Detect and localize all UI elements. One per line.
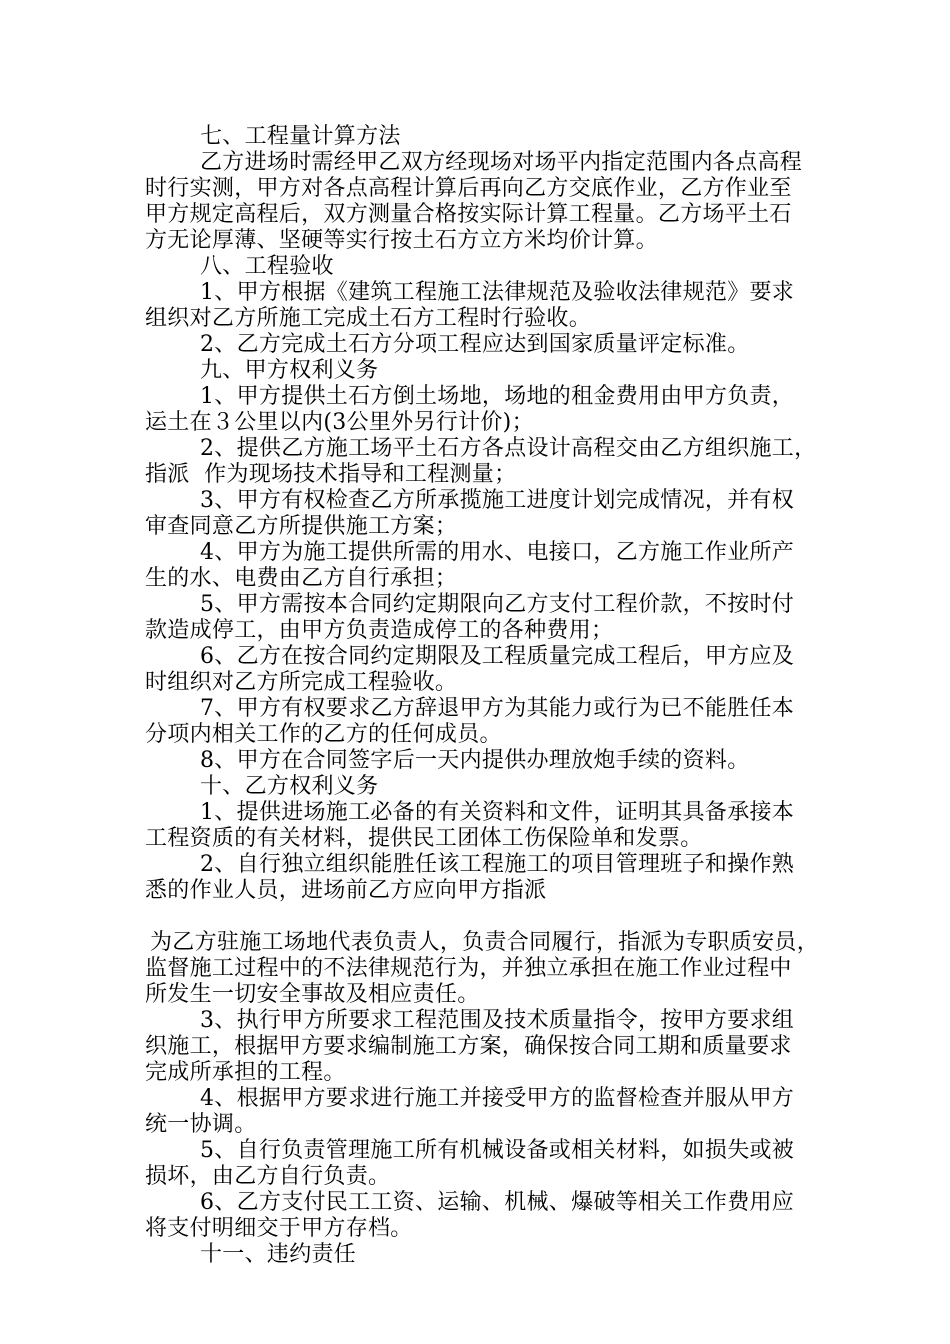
paragraph-line: 5、自行负责管理施工所有机械设备或相关材料，如损失或被 [200, 1138, 795, 1163]
paragraph-line: 2、提供乙方施工场平土石方各点设计高程交由乙方组织施工， [200, 436, 817, 461]
section-heading-7: 七、工程量计算方法 [200, 124, 401, 149]
paragraph-line: 5、甲方需按本合同约定期限向乙方支付工程价款，不按时付 [200, 592, 795, 617]
paragraph-line: 6、乙方支付民工工资、运输、机械、爆破等相关工作费用应 [200, 1190, 795, 1215]
paragraph-line: 3、甲方有权检查乙方所承揽施工进度计划完成情况，并有权 [200, 488, 795, 513]
paragraph-line: 8、甲方在合同签字后一天内提供办理放炮手续的资料。 [200, 748, 750, 773]
paragraph-line: 时组织对乙方所完成工程验收。 [145, 670, 458, 695]
paragraph-line: 统一协调。 [145, 1112, 257, 1137]
paragraph-line: 7、甲方有权要求乙方辞退甲方为其能力或行为已不能胜任本 [200, 696, 795, 721]
section-heading-11: 十一、违约责任 [200, 1242, 357, 1267]
paragraph-line: 1、提供进场施工必备的有关资料和文件，证明其具备承接本 [200, 800, 795, 825]
paragraph-line: 组织对乙方所施工完成土石方工程时行验收。 [145, 306, 592, 331]
paragraph-line: 悉的作业人员，进场前乙方应向甲方指派 [145, 878, 547, 903]
paragraph-line: 款造成停工，由甲方负责造成停工的各种费用； [145, 618, 614, 643]
paragraph-line: 运土在３公里以内(3公里外另行计价)； [145, 410, 534, 435]
paragraph-line: 损坏，由乙方自行负责。 [145, 1164, 391, 1189]
paragraph-line: 4、根据甲方要求进行施工并接受甲方的监督检查并服从甲方 [200, 1086, 795, 1111]
paragraph-line: 工程资质的有关材料，提供民工团体工伤保险单和发票。 [145, 826, 703, 851]
paragraph-line: 分项内相关工作的乙方的任何成员。 [145, 722, 502, 747]
paragraph-line: 甲方规定高程后，双方测量合格按实际计算工程量。乙方场平土石 [145, 202, 792, 227]
paragraph-line: 1、甲方提供土石方倒土场地，场地的租金费用由甲方负责， [200, 384, 795, 409]
paragraph-line: 织施工，根据甲方要求编制施工方案，确保按合同工期和质量要求 [145, 1034, 792, 1059]
paragraph-line: 监督施工过程中的不法律规范行为，并独立承担在施工作业过程中 [145, 956, 792, 981]
paragraph-line: 方无论厚薄、坚硬等实行按土石方立方米均价计算。 [145, 228, 658, 253]
paragraph-line: 生的水、电费由乙方自行承担； [145, 566, 458, 591]
paragraph-line: 完成所承担的工程。 [145, 1060, 346, 1085]
paragraph-line: 指派 作为现场技术指导和工程测量； [145, 462, 517, 487]
paragraph-line: 为乙方驻施工场地代表负责人，负责合同履行，指派为专职质安员， [150, 930, 820, 955]
paragraph-line: 2、自行独立组织能胜任该工程施工的项目管理班子和操作熟 [200, 852, 795, 877]
section-heading-9: 九、甲方权利义务 [200, 358, 379, 383]
paragraph-line: 乙方进场时需经甲乙双方经现场对场平内指定范围内各点高程 [200, 150, 803, 175]
paragraph-line: 1、甲方根据《建筑工程施工法律规范及验收法律规范》要求 [200, 280, 795, 305]
paragraph-line: 将支付明细交于甲方存档。 [145, 1216, 413, 1241]
section-heading-8: 八、工程验收 [200, 254, 334, 279]
paragraph-line: 审查同意乙方所提供施工方案； [145, 514, 458, 539]
paragraph-line: 6、乙方在按合同约定期限及工程质量完成工程后，甲方应及 [200, 644, 795, 669]
section-heading-10: 十、乙方权利义务 [200, 774, 379, 799]
paragraph-line: 2、乙方完成土石方分项工程应达到国家质量评定标准。 [200, 332, 750, 357]
paragraph-line: 3、执行甲方所要求工程范围及技术质量指令，按甲方要求组 [200, 1008, 795, 1033]
paragraph-line: 4、甲方为施工提供所需的用水、电接口，乙方施工作业所产 [200, 540, 795, 565]
paragraph-line: 所发生一切安全事故及相应责任。 [145, 982, 480, 1007]
paragraph-line: 时行实测，甲方对各点高程计算后再向乙方交底作业，乙方作业至 [145, 176, 792, 201]
